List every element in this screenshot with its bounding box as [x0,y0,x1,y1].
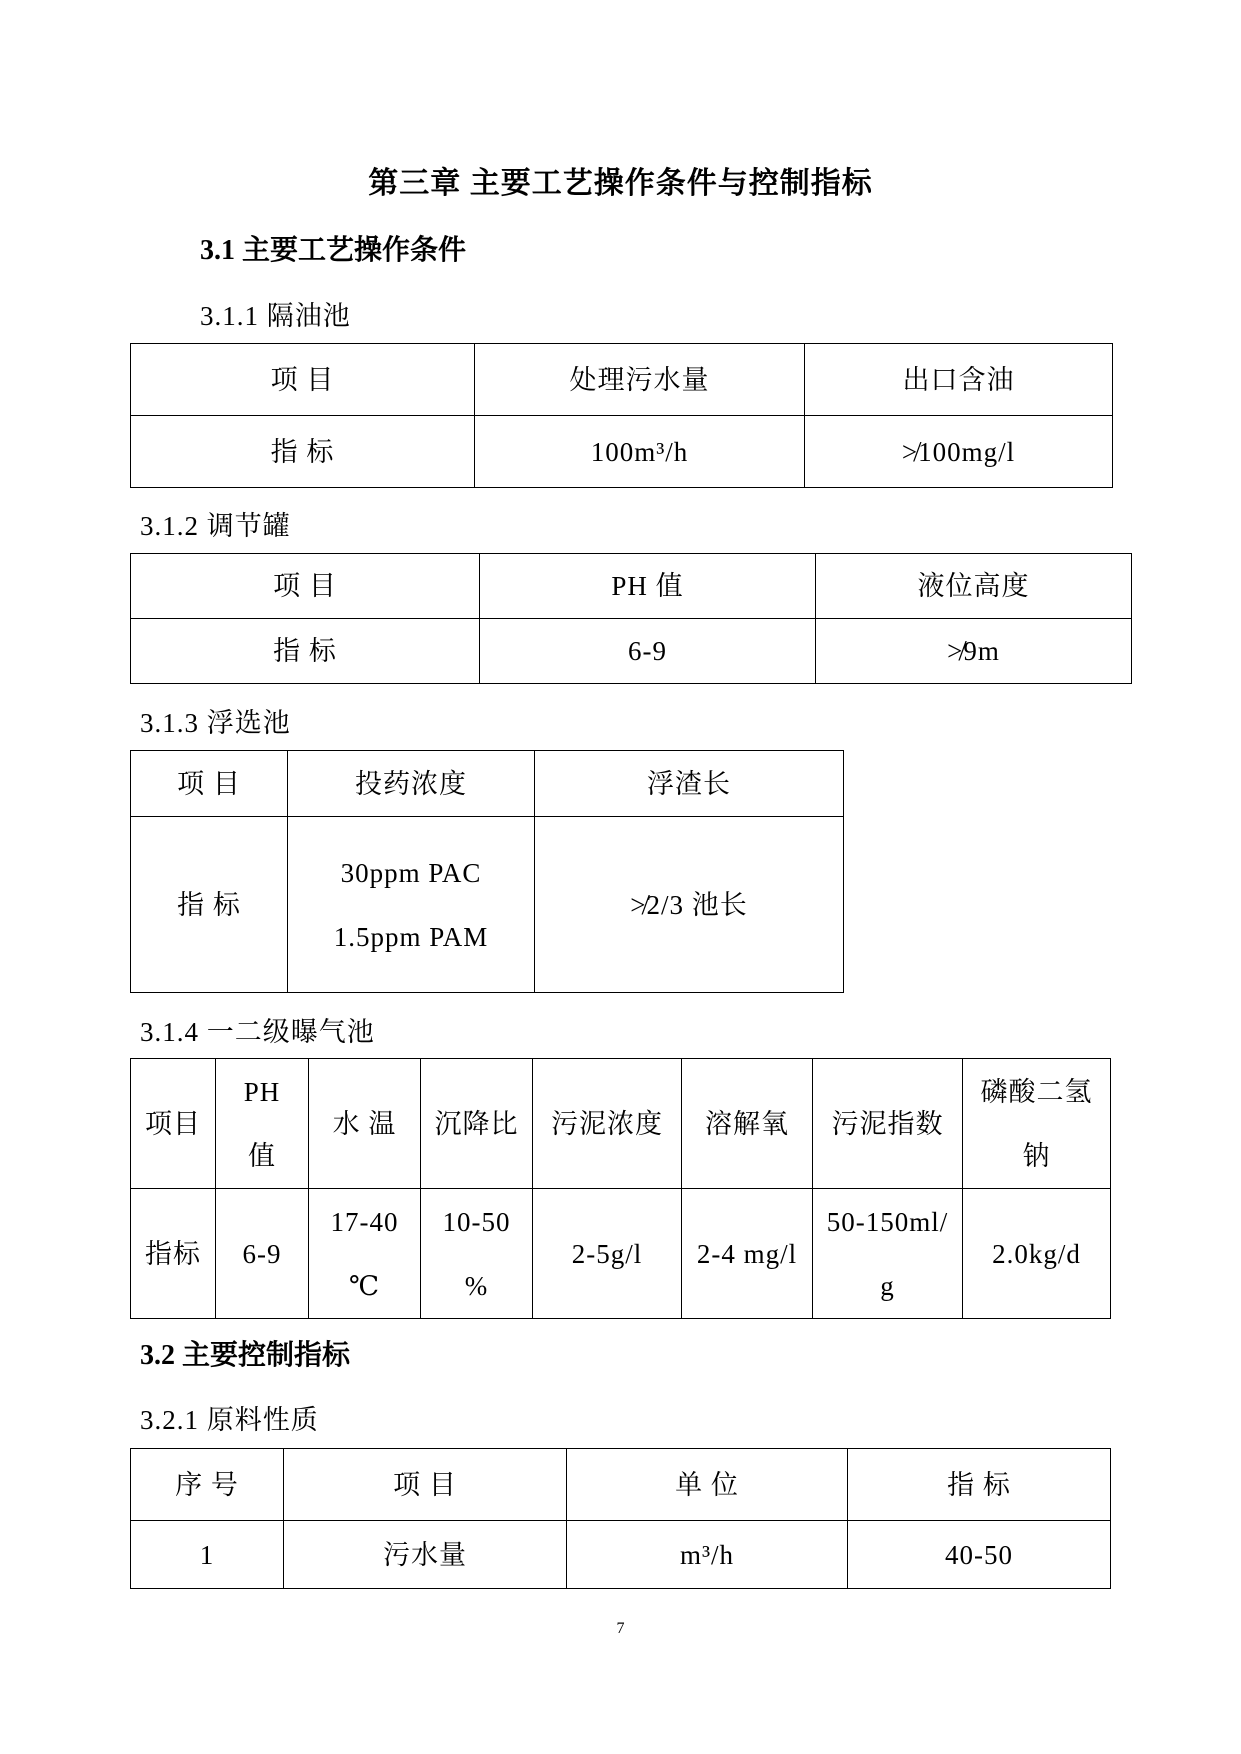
value-cell: 2.0kg/d [963,1189,1111,1319]
table-header-row [131,1449,1111,1521]
section-3-1-1-title: 3.1.1 隔油池 [200,301,351,331]
row-label-cell: 指 标 [131,416,475,488]
header-cell: 项 目 [131,344,475,416]
row-label-cell: 指 标 [131,619,480,684]
header-cell: 项目 [131,1059,216,1189]
table-row [131,1521,1111,1589]
header-cell: 溶解氧 [682,1059,813,1189]
row-label-cell: 指 标 [131,817,288,993]
table-row [131,416,1113,488]
value-cell: 2-5g/l [533,1189,682,1319]
section-3-2-1-title: 3.2.1 原料性质 [140,1405,319,1435]
header-cell: 序 号 [131,1449,284,1521]
value-cell: 40-50 [848,1521,1111,1589]
header-cell [216,1059,309,1189]
header-text: 钠 [1022,1140,1051,1171]
value-cell [309,1189,421,1319]
header-text: 磷酸二氢 [980,1076,1093,1107]
header-cell: 处理污水量 [475,344,805,416]
value-text: 50-150ml/ [826,1206,949,1237]
header-cell: 沉降比 [421,1059,533,1189]
value-cell: m³/h [567,1521,848,1589]
header-cell: 项 目 [131,554,480,619]
table-oil-separator [130,343,1113,488]
value-cell: 6-9 [216,1189,309,1319]
section-3-1-4-title: 3.1.4 一二级曝气池 [140,1017,375,1047]
header-cell: 水 温 [309,1059,421,1189]
section-3-1-2-title: 3.1.2 调节罐 [140,511,291,541]
header-text: PH [243,1076,281,1107]
row-label-cell: 指标 [131,1189,216,1319]
header-cell: 投药浓度 [288,751,535,817]
table-header-row [131,1059,1111,1189]
header-cell: PH 值 [480,554,816,619]
header-cell: 污泥浓度 [533,1059,682,1189]
header-cell: 出口含油 [805,344,1113,416]
value-text: 10-50 [442,1206,511,1237]
value-cell: ≯100mg/l [805,416,1113,488]
chapter-title: 第三章 主要工艺操作条件与控制指标 [368,167,873,200]
header-cell: 液位高度 [816,554,1132,619]
value-cell: ≯2/3 池长 [535,817,844,993]
table-raw-material [130,1448,1111,1589]
header-cell: 污泥指数 [813,1059,963,1189]
value-cell: 6-9 [480,619,816,684]
table-header-row [131,344,1113,416]
table-header-row [131,751,844,817]
header-cell: 浮渣长 [535,751,844,817]
table-row [131,619,1132,684]
value-text: g [880,1270,895,1301]
header-cell [963,1059,1111,1189]
value-cell: 2-4 mg/l [682,1189,813,1319]
value-cell [813,1189,963,1319]
value-text: ℃ [348,1270,381,1301]
header-text: 值 [248,1140,276,1171]
dosage-pam: 1.5ppm PAM [333,921,489,952]
value-text: 17-40 [330,1206,399,1237]
value-cell: 100m³/h [475,416,805,488]
header-cell: 项 目 [131,751,288,817]
value-cell [421,1189,533,1319]
table-row [131,1189,1111,1319]
page-number: 7 [616,1620,625,1637]
table-aeration-tank [130,1058,1111,1319]
header-cell: 指 标 [848,1449,1111,1521]
header-cell: 单 位 [567,1449,848,1521]
value-cell: 污水量 [284,1521,567,1589]
value-text: % [464,1270,489,1301]
dosage-pac: 30ppm PAC [340,857,482,888]
value-cell: 1 [131,1521,284,1589]
table-flotation-tank [130,750,844,993]
value-cell: ≯9m [816,619,1132,684]
section-3-1-title: 3.1 主要工艺操作条件 [200,235,467,266]
header-cell: 项 目 [284,1449,567,1521]
table-row [131,817,844,993]
dosage-cell [288,817,535,993]
table-equalization-tank [130,553,1132,684]
section-3-2-title: 3.2 主要控制指标 [140,1340,351,1371]
section-3-1-3-title: 3.1.3 浮选池 [140,708,291,738]
table-header-row [131,554,1132,619]
